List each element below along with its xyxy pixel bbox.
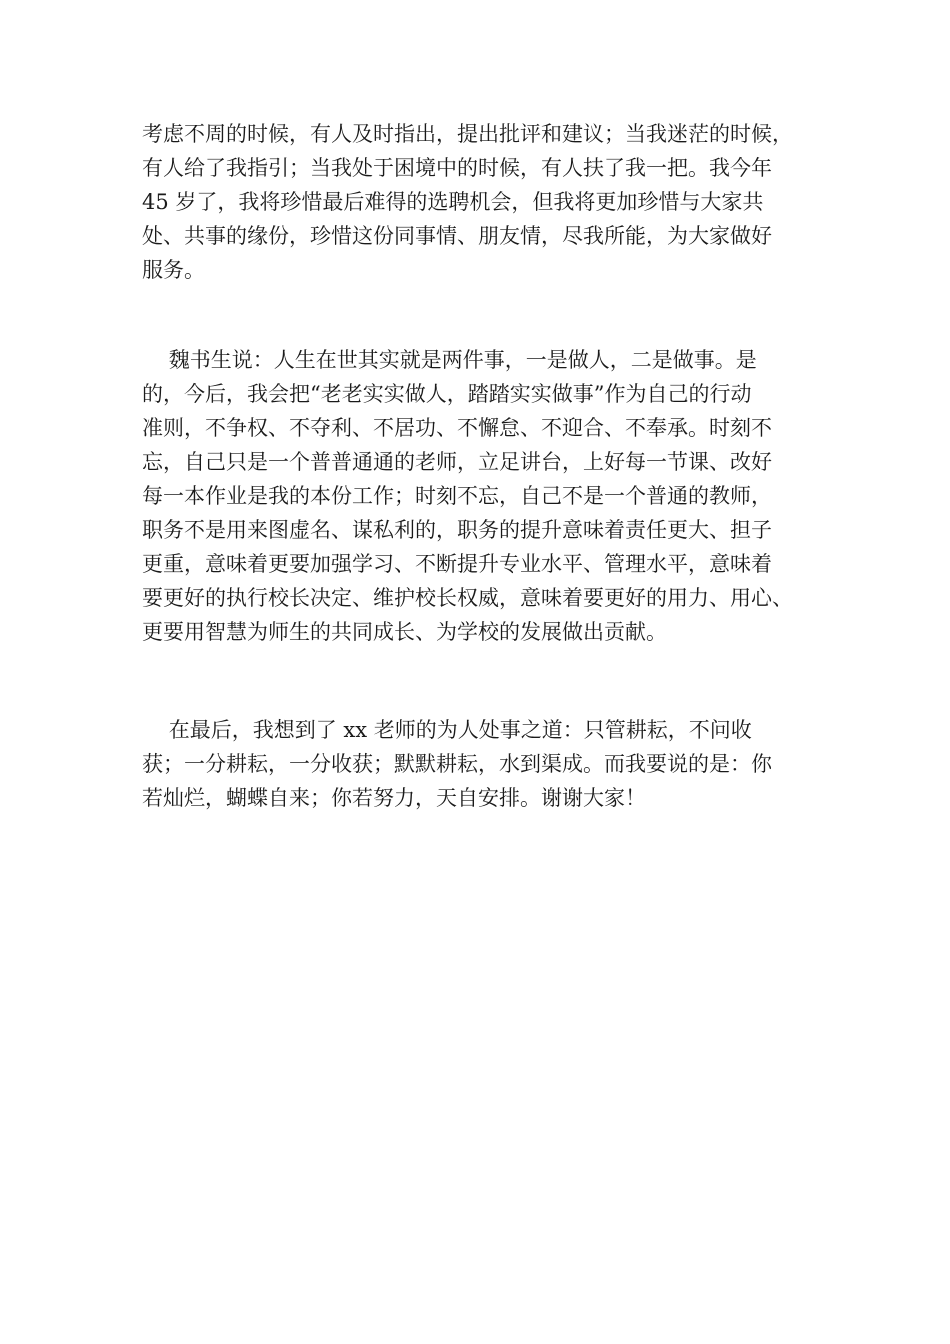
paragraph-line: 魏书生说：人生在世其实就是两件事，一是做人，二是做事。是 — [142, 348, 757, 372]
paragraph-2 — [142, 343, 832, 649]
paragraph-line: 要更好的执行校长决定、维护校长权威，意味着要更好的用力、用心、 — [142, 586, 793, 610]
paragraph-line: 处、共事的缘份，珍惜这份同事情、朋友情，尽我所能，为大家做好 — [142, 224, 772, 248]
paragraph-line: 每一本作业是我的本份工作；时刻不忘，自己不是一个普通的教师， — [142, 484, 772, 508]
paragraph-line: 准则，不争权、不夺利、不居功、不懈怠、不迎合、不奉承。时刻不 — [142, 416, 772, 440]
paragraph-line: 更要用智慧为师生的共同成长、为学校的发展做出贡献。 — [142, 620, 667, 644]
paragraph-line: 忘，自己只是一个普普通通的老师，立足讲台，上好每一节课、改好 — [142, 450, 772, 474]
paragraph-line: 考虑不周的时候，有人及时指出，提出批评和建议；当我迷茫的时候， — [142, 122, 793, 146]
paragraph-1 — [142, 117, 832, 287]
paragraph-line: 获；一分耕耘，一分收获；默默耕耘，水到渠成。而我要说的是：你 — [142, 752, 772, 776]
paragraph-line: 有人给了我指引；当我处于困境中的时候，有人扶了我一把。我今年 — [142, 156, 772, 180]
paragraph-line: 在最后，我想到了 xx 老师的为人处事之道：只管耕耘，不问收 — [142, 718, 752, 742]
paragraph-3 — [142, 713, 832, 815]
paragraph-line: 的，今后，我会把“老老实实做人，踏踏实实做事”作为自己的行动 — [142, 382, 752, 406]
paragraph-line: 服务。 — [142, 258, 205, 282]
paragraph-line: 若灿烂，蝴蝶自来；你若努力，天自安排。谢谢大家！ — [142, 786, 646, 810]
paragraph-line: 45 岁了，我将珍惜最后难得的选聘机会，但我将更加珍惜与大家共 — [142, 190, 764, 214]
paragraph-line: 职务不是用来图虚名、谋私利的，职务的提升意味着责任更大、担子 — [142, 518, 772, 542]
paragraph-line: 更重，意味着更要加强学习、不断提升专业水平、管理水平，意味着 — [142, 552, 772, 576]
